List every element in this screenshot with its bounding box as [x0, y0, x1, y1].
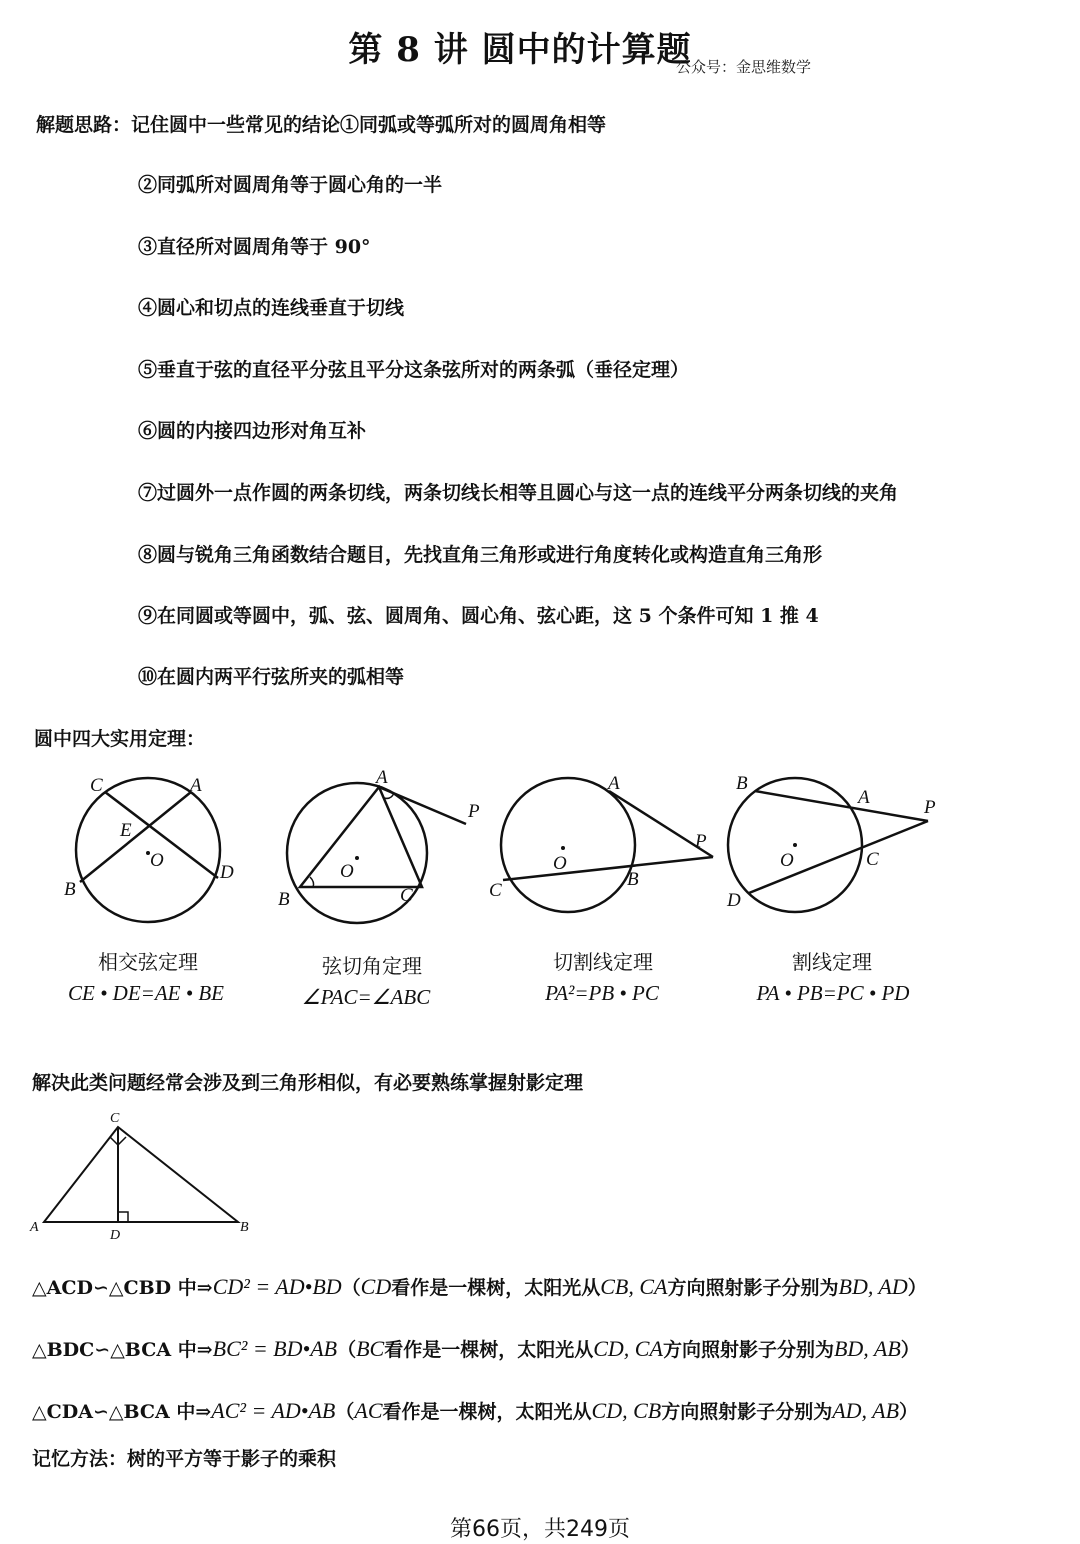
label-b: B	[240, 1220, 249, 1235]
conclusion-item: ⑦过圆外一点作圆的两条切线，两条切线长相等且圆心与这一点的连线平分两条切线的夹角	[138, 482, 899, 504]
label-d: D	[727, 890, 741, 911]
similarity-line: △ACD∽△CBD 中⇒CD² = AD•BD（CD看作是一棵树，太阳光从CB, CA方向照射影子分别为BD, AD）	[32, 1274, 927, 1299]
theorem-formula: PA²=PB • PC	[545, 981, 659, 1005]
triangle-acb	[44, 1127, 238, 1222]
label-b: B	[278, 889, 290, 910]
conclusion-item: ⑨在同圆或等圆中，弧、弦、圆周角、圆心角、弦心距，这 5 个条件可知 1 推 4	[138, 605, 819, 627]
label-a: A	[376, 767, 388, 788]
label-a: A	[608, 773, 620, 794]
theorem-name: 割线定理	[792, 950, 872, 974]
right-triangle-diagram	[28, 1105, 268, 1245]
tangent-secant-diagram	[483, 765, 723, 925]
label-b: B	[627, 869, 639, 890]
label-c: C	[110, 1111, 120, 1126]
secant-pc	[503, 857, 713, 880]
label-p: P	[924, 797, 936, 818]
theorem-formula: PA • PB=PC • PD	[756, 981, 910, 1005]
conclusion-item: ⑥圆的内接四边形对角互补	[138, 420, 367, 442]
conclusion-item: ③直径所对圆周角等于 90°	[138, 236, 371, 258]
label-a: A	[858, 787, 870, 808]
memory-method: 记忆方法：树的平方等于影子的乘积	[32, 1448, 337, 1470]
label-p: P	[468, 801, 480, 822]
theorem-formula: CE • DE=AE • BE	[67, 981, 224, 1005]
center-dot	[793, 843, 797, 847]
theorem-name: 切割线定理	[553, 950, 653, 974]
label-e: E	[120, 820, 132, 841]
circle-shape	[501, 778, 635, 912]
page-footer: 第66页，共249页	[450, 1517, 630, 1542]
label-o: O	[553, 853, 567, 874]
watermark: 公众号：金思维数学	[676, 58, 812, 76]
label-c: C	[400, 885, 413, 906]
label-b: B	[64, 879, 76, 900]
label-a: A	[190, 775, 202, 796]
label-a: A	[30, 1220, 39, 1235]
conclusion-item: ④圆心和切点的连线垂直于切线	[138, 297, 405, 319]
intro-line: 解题思路：记住圆中一些常见的结论①同弧或等弧所对的圆周角相等	[36, 114, 607, 136]
center-dot	[561, 846, 565, 850]
secant-pd	[749, 821, 928, 893]
label-c: C	[90, 775, 103, 796]
similarity-line: △CDA∽△BCA 中⇒AC² = AD•AB（AC看作是一棵树，太阳光从CD, CB方向照射影子分别为AD, AB）	[32, 1398, 919, 1423]
secant-secant-diagram	[720, 765, 960, 925]
theorems-heading: 圆中四大实用定理：	[34, 728, 206, 750]
center-dot	[355, 856, 359, 860]
circle-shape	[76, 778, 220, 922]
label-b: B	[736, 773, 748, 794]
label-o: O	[340, 861, 354, 882]
label-p: P	[695, 831, 707, 852]
conclusion-item: ②同弧所对圆周角等于圆心角的一半	[138, 174, 443, 196]
right-angle-mark-d	[118, 1212, 128, 1222]
label-c: C	[489, 880, 502, 901]
conclusion-item: ⑧圆与锐角三角函数结合题目，先找直角三角形或进行角度转化或构造直角三角形	[138, 544, 823, 566]
tangent-chord-diagram	[270, 765, 495, 925]
label-o: O	[780, 850, 794, 871]
conclusion-item: ⑤垂直于弦的直径平分弦且平分这条弦所对的两条弧（垂径定理）	[138, 359, 690, 381]
angle-arc-b	[310, 877, 314, 887]
theorem-name: 弦切角定理	[322, 954, 422, 978]
page-title: 第 8 讲 圆中的计算题	[348, 30, 692, 70]
chord-ab	[80, 792, 191, 882]
similarity-line: △BDC∽△BCA 中⇒BC² = BD•AB（BC看作是一棵树，太阳光从CD, CA方向照射影子分别为BD, AB）	[32, 1336, 920, 1361]
theorem-name: 相交弦定理	[98, 950, 198, 974]
theorem-formula: ∠PAC=∠ABC	[301, 985, 431, 1009]
conclusion-item: ⑩在圆内两平行弦所夹的弧相等	[138, 666, 405, 688]
projection-intro: 解决此类问题经常会涉及到三角形相似，有必要熟练掌握射影定理	[32, 1072, 584, 1094]
label-d: D	[220, 862, 234, 883]
label-d: D	[110, 1228, 121, 1243]
intersecting-chords-diagram	[50, 765, 260, 925]
label-c: C	[866, 849, 879, 870]
label-o: O	[150, 850, 164, 871]
